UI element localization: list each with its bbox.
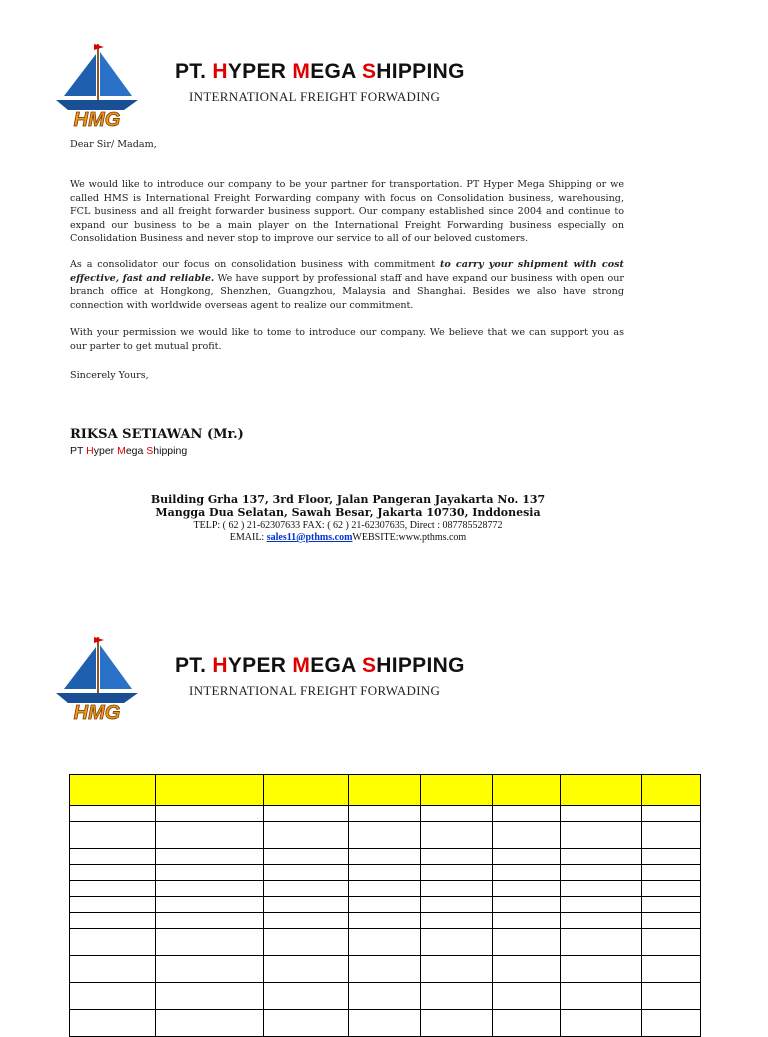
table-row <box>70 983 701 1010</box>
email-website-line: EMAIL: sales11@pthms.comWEBSITE:www.pthms.com <box>229 532 467 543</box>
company-name-2: PT. HYPER MEGA SHIPPING <box>175 654 465 677</box>
table-row <box>70 806 701 822</box>
sailboat-logo-icon <box>52 633 142 725</box>
website-text: WEBSITE:www.pthms.com <box>352 532 467 543</box>
table-row <box>70 897 701 913</box>
table-row <box>70 929 701 956</box>
address-line-1: Building Grha 137, 3rd Floor, Jalan Pangeran Jayakarta No. 137 <box>150 493 546 506</box>
company-logo-2 <box>52 633 142 725</box>
email-link[interactable]: sales11@pthms.com <box>266 532 353 543</box>
salutation: Dear Sir/ Madam, <box>70 139 157 150</box>
table-row <box>70 881 701 897</box>
table-row <box>70 956 701 983</box>
table-row <box>70 849 701 865</box>
paragraph-commitment: As a consolidator our focus on consolidation business with commitment to carry your shipment with cost effective, fast and reliable. We have support by professional staff and have expand our business with open our branch office at Hongkong, Shenzhen, Guangzhou, Malaysia and Shanghai. Besides we also have strong connection with worldwide overseas agent to realize our commitment. <box>70 259 624 311</box>
closing: Sincerely Yours, <box>70 370 149 381</box>
table-header-row <box>70 775 701 806</box>
company-subtitle-2: INTERNATIONAL FREIGHT FORWADING <box>189 683 441 698</box>
paragraph-permission: With your permission we would like to tome to introduce our company. We believe that we can support you as our parter to get mutual profit. <box>70 327 624 352</box>
signatory-company: PT Hyper Mega Shipping <box>70 445 188 457</box>
table-row <box>70 1010 701 1037</box>
svg-text:HMG: HMG <box>73 702 121 724</box>
table-row <box>70 913 701 929</box>
company-name: PT. HYPER MEGA SHIPPING <box>175 60 465 83</box>
rate-table <box>69 774 701 1037</box>
company-subtitle: INTERNATIONAL FREIGHT FORWADING <box>189 89 441 104</box>
company-logo <box>52 40 142 132</box>
table-row <box>70 822 701 849</box>
phone-fax-line: TELP: ( 62 ) 21-62307633 FAX: ( 62 ) 21-62307635, Direct : 087785528772 <box>193 520 503 531</box>
svg-text:HMG: HMG <box>73 109 121 131</box>
signatory-name: RIKSA SETIAWAN (Mr.) <box>70 427 244 442</box>
table-row <box>70 865 701 881</box>
paragraph-intro: We would like to introduce our company to be your partner for transportation. PT Hyper Mega Shipping or we called HMS is International Freight Forwarding company with focus on Consolidation business, warehousing, FCL business and all freight forwarder business support. Our company established since 2004 and continue to expand our business to be a main player on the International Freight Forwarding business especially on Consolidation Business and never stop to improve our service to all of our beloved customers. <box>70 179 624 244</box>
address-line-2: Mangga Dua Selatan, Sawah Besar, Jakarta 10730, Inddonesia <box>155 506 541 519</box>
sailboat-logo-icon <box>52 40 142 132</box>
